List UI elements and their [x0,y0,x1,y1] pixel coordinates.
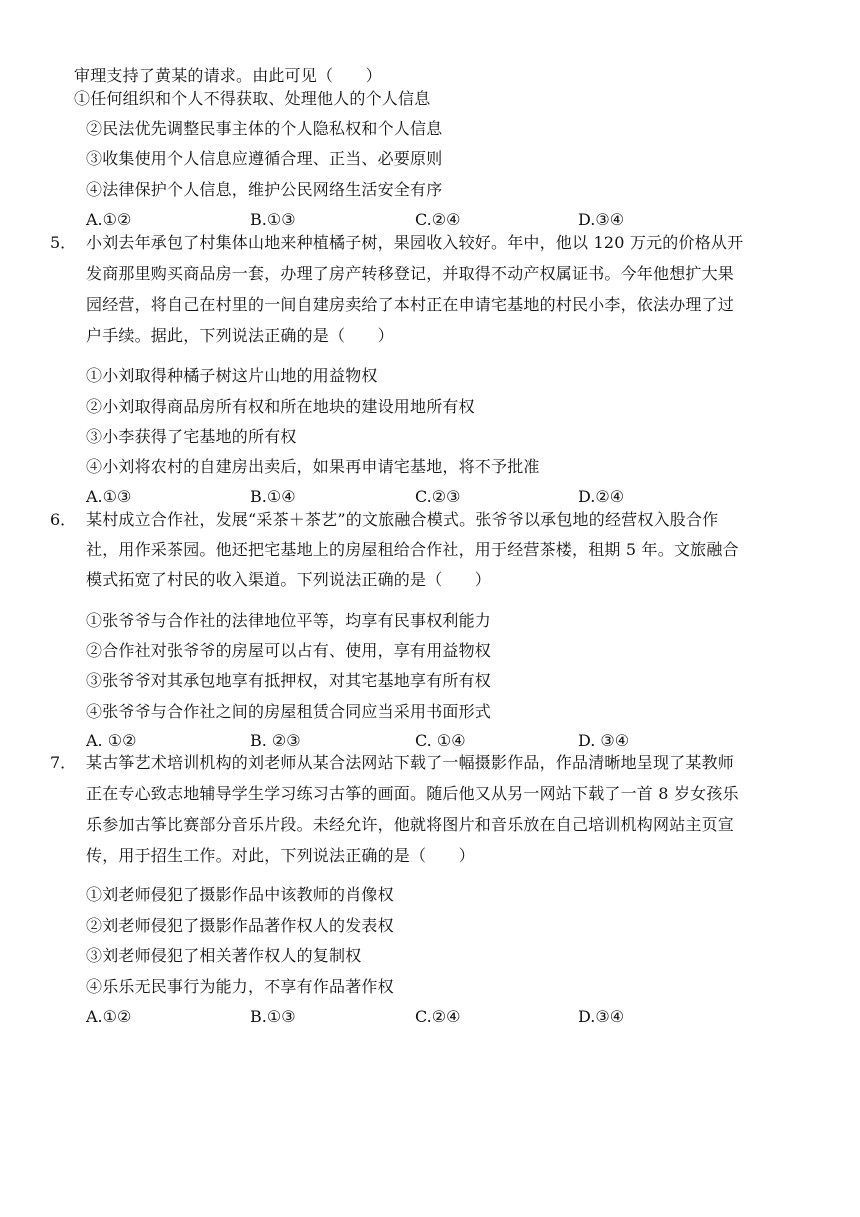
q5-stem-line: 小刘去年承包了村集体山地来种植橘子树，果园收入较好。年中，他以 120 万元的价格从开 [86,233,744,252]
q5-number: 5． [50,233,77,252]
q6-statement-2: ②合作社对张爷爷的房屋可以占有、使用，享有用益物权 [86,641,492,660]
q6-options [0,731,860,751]
q5-statement-3: ③小李获得了宅基地的所有权 [86,427,297,446]
q7-statement-2: ②刘老师侵犯了摄影作品著作权人的发表权 [86,916,394,935]
q4-option-d[interactable]: D.③④ [578,210,625,229]
q5-stem-line: 园经营，将自己在村里的一间自建房卖给了本村正在申请宅基地的村民小李，依法办理了过 [86,295,735,314]
q5-option-d[interactable]: D.②④ [578,487,625,506]
q7-statement-3: ③刘老师侵犯了相关著作权人的复制权 [86,946,362,965]
q7-option-c[interactable]: C.②④ [415,1007,461,1026]
q6-statement-4: ④张爷爷与合作社之间的房屋租赁合同应当采用书面形式 [86,702,492,721]
q6-stem-line: 某村成立合作社，发展“采茶＋茶艺”的文旅融合模式。张爷爷以承包地的经营权入股合作 [86,510,719,529]
q6-option-d[interactable]: D. ③④ [578,731,630,750]
q6-statement-1: ①张爷爷与合作社的法律地位平等，均享有民事权利能力 [86,611,492,630]
q4-option-c[interactable]: C.②④ [415,210,461,229]
q4-statement-2: ②民法优先调整民事主体的个人隐私权和个人信息 [86,119,443,138]
q5-options [0,487,860,507]
q5-statement-1: ①小刘取得种橘子树这片山地的用益物权 [86,366,378,385]
q7-option-a[interactable]: A.①② [86,1007,132,1026]
q6-statement-3: ③张爷爷对其承包地享有抵押权，对其宅基地享有所有权 [86,671,492,690]
q4-option-b[interactable]: B.①③ [250,210,296,229]
q7-option-b[interactable]: B.①③ [250,1007,296,1026]
q7-statement-1: ①刘老师侵犯了摄影作品中该教师的肖像权 [86,885,394,904]
q5-option-b[interactable]: B.①④ [250,487,296,506]
q6-option-a[interactable]: A. ①② [86,731,137,750]
q5-stem-line: 发商那里购买商品房一套，办理了房产转移登记，并取得不动产权属证书。今年他想扩大果 [86,264,735,283]
q6-stem-line: 社，用作采茶园。他还把宅基地上的房屋租给合作社，用于经营茶楼，租期 5 年。文旅融合 [86,540,739,559]
q4-options [0,210,860,230]
q4-stem-line: 审理支持了黄某的请求。由此可见（ ） [74,66,382,85]
q5-stem-line: 户手续。据此，下列说法正确的是（ ） [86,326,394,345]
q5-statement-2: ②小刘取得商品房所有权和所在地块的建设用地所有权 [86,397,475,416]
q4-option-a[interactable]: A.①② [86,210,132,229]
q5-statement-4: ④小刘将农村的自建房出卖后，如果再申请宅基地，将不予批准 [86,457,540,476]
q7-number: 7． [50,753,77,772]
q7-option-d[interactable]: D.③④ [578,1007,625,1026]
q7-stem-line: 传，用于招生工作。对此，下列说法正确的是（ ） [86,846,475,865]
q6-number: 6． [50,510,77,529]
q6-option-b[interactable]: B. ②③ [250,731,301,750]
q7-stem-line: 乐参加古筝比赛部分音乐片段。未经允许，他就将图片和音乐放在自己培训机构网站主页宣 [86,815,735,834]
q5-option-a[interactable]: A.①③ [86,487,132,506]
q7-options [0,1007,860,1027]
q6-stem-line: 模式拓宽了村民的收入渠道。下列说法正确的是（ ） [86,570,492,589]
q6-option-c[interactable]: C. ①④ [415,731,466,750]
q7-statement-4: ④乐乐无民事行为能力，不享有作品著作权 [86,977,394,996]
q4-statement-4: ④法律保护个人信息，维护公民网络生活安全有序 [86,180,443,199]
q4-statement-3: ③收集使用个人信息应遵循合理、正当、必要原则 [86,149,443,168]
q4-statement-1: ①任何组织和个人不得获取、处理他人的个人信息 [74,89,431,108]
q7-stem-line: 正在专心致志地辅导学生学习练习古筝的画面。随后他又从另一网站下载了一首 8 岁女孩乐 [86,784,739,803]
q7-stem-line: 某古筝艺术培训机构的刘老师从某合法网站下载了一幅摄影作品，作品清晰地呈现了某教师 [86,753,735,772]
q5-option-c[interactable]: C.②③ [415,487,461,506]
